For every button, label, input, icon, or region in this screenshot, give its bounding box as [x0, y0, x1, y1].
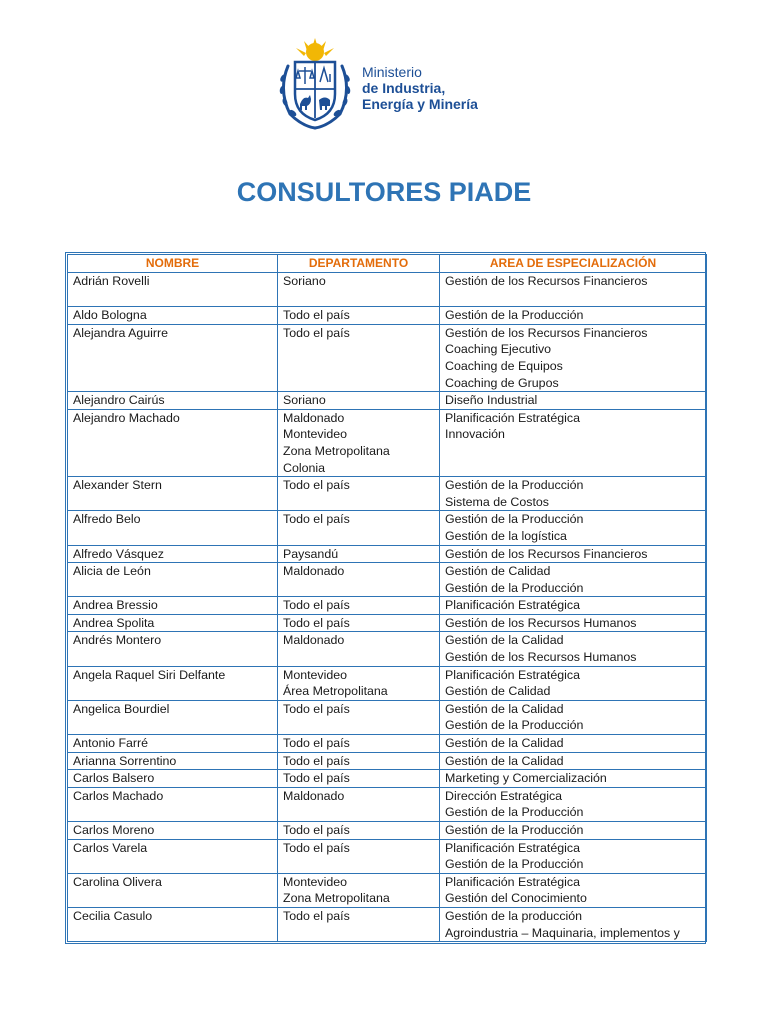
coat-of-arms-icon: [274, 38, 356, 130]
cell-area-line: Gestión de la Producción: [445, 805, 584, 820]
cell-name: Andrés Montero: [68, 632, 278, 666]
table-row: [68, 511, 707, 545]
cell-area: [440, 822, 707, 840]
cell-name: Angelica Bourdiel: [68, 700, 278, 734]
cell-department: [278, 614, 440, 632]
cell-department: [278, 597, 440, 615]
cell-area-line: Gestión de la Calidad: [445, 736, 564, 751]
cell-area-line: Marketing y Comercialización: [445, 771, 607, 786]
table-row: [68, 873, 707, 907]
cell-department-line: Maldonado: [283, 410, 345, 425]
cell-department: [278, 392, 440, 410]
cell-area-line: Gestión de la Calidad: [445, 753, 564, 768]
cell-name: Cecilia Casulo: [68, 907, 278, 941]
table-row: [68, 597, 707, 615]
cell-area: [440, 307, 707, 325]
table-row: [68, 545, 707, 563]
cell-department-line: Todo el país: [283, 615, 350, 630]
cell-area-line: Gestión de la Producción: [445, 823, 584, 837]
cell-area: [440, 477, 707, 511]
column-header-area: AREA DE ESPECIALIZACIÓN: [440, 255, 707, 273]
cell-name: Alicia de León: [68, 563, 278, 597]
table-row: [68, 907, 707, 941]
cell-area: [440, 563, 707, 597]
cell-area: [440, 273, 707, 307]
cell-area-line: Planificación Estratégica: [445, 667, 580, 682]
cell-department: [278, 839, 440, 873]
cell-department-line: Todo el país: [283, 823, 350, 837]
cell-name: Alfredo Belo: [68, 511, 278, 545]
cell-department-line: Todo el país: [283, 908, 350, 923]
cell-area: [440, 735, 707, 753]
cell-department: [278, 700, 440, 734]
cell-department-line: Todo el país: [283, 736, 350, 751]
cell-area: [440, 907, 707, 941]
cell-area: [440, 787, 707, 821]
cell-department: [278, 735, 440, 753]
cell-area: [440, 770, 707, 788]
cell-area: [440, 392, 707, 410]
cell-department: [278, 324, 440, 391]
cell-area: [440, 839, 707, 873]
cell-department-line: Maldonado: [283, 633, 345, 648]
cell-name: Alexander Stern: [68, 477, 278, 511]
cell-name: Alfredo Vásquez: [68, 545, 278, 563]
column-header-department: DEPARTAMENTO: [278, 255, 440, 273]
cell-name: Alejandro Machado: [68, 409, 278, 476]
cell-area: [440, 666, 707, 700]
cell-department-line: Maldonado: [283, 564, 345, 579]
cell-name: Alejandro Cairús: [68, 392, 278, 410]
cell-department-line: Todo el país: [283, 308, 350, 323]
table-row: [68, 392, 707, 410]
cell-department: [278, 545, 440, 563]
cell-area-line: Gestión de la producción: [445, 908, 583, 923]
table-row: [68, 324, 707, 391]
cell-department-line: Todo el país: [283, 325, 350, 340]
cell-area: [440, 752, 707, 770]
cell-name: Carlos Moreno: [68, 822, 278, 840]
cell-department: [278, 307, 440, 325]
cell-department: [278, 563, 440, 597]
cell-area-line: Gestión de Calidad: [445, 564, 551, 579]
cell-department-line: Todo el país: [283, 771, 350, 786]
cell-area-line: Gestión de la Producción: [445, 718, 584, 733]
cell-area-line: Gestión de la Producción: [445, 478, 584, 493]
cell-department: [278, 409, 440, 476]
cell-area-line: Agroindustria – Maquinaria, implementos y: [445, 925, 680, 940]
cell-area-line: Gestión de la Calidad: [445, 701, 564, 716]
cell-area-line: Gestión de la Calidad: [445, 633, 564, 648]
cell-department-line: Montevideo: [283, 667, 348, 682]
cell-department: [278, 477, 440, 511]
table-row: [68, 735, 707, 753]
table-row: [68, 752, 707, 770]
cell-area: [440, 873, 707, 907]
cell-department: [278, 666, 440, 700]
cell-area: [440, 409, 707, 476]
cell-area: [440, 324, 707, 391]
table-row: [68, 477, 707, 511]
cell-department-line: Maldonado: [283, 788, 345, 803]
cell-area-line: Coaching de Grupos: [445, 375, 559, 390]
cell-department-line: Todo el país: [283, 478, 350, 493]
cell-area-line: Gestión de los Recursos Humanos: [445, 615, 637, 630]
column-header-name: NOMBRE: [68, 255, 278, 273]
page-title: CONSULTORES PIADE: [236, 177, 532, 207]
ministry-header: [274, 38, 514, 134]
cell-area: [440, 597, 707, 615]
cell-name: Andrea Spolita: [68, 614, 278, 632]
cell-department-line: Todo el país: [283, 701, 350, 716]
cell-area: [440, 614, 707, 632]
table-body: [68, 273, 707, 942]
cell-area-line: Coaching de Equipos: [445, 358, 563, 373]
table-header-row: [68, 255, 707, 273]
cell-department: [278, 907, 440, 941]
consultants-table-frame: [65, 252, 706, 944]
cell-area-line: Gestión de la logística: [445, 528, 567, 543]
cell-area: [440, 545, 707, 563]
cell-area-line: Planificación Estratégica: [445, 874, 580, 889]
cell-area-line: Gestión del Conocimiento: [445, 891, 587, 906]
cell-department-line: Zona Metropolitana: [283, 891, 390, 906]
cell-area-line: Coaching Ejecutivo: [445, 342, 552, 357]
cell-department-line: Paysandú: [283, 546, 339, 561]
cell-area-line: Gestión de los Recursos Financieros: [445, 546, 648, 561]
ministry-name-line-3: Energía y Minería: [362, 96, 478, 112]
table-row: [68, 666, 707, 700]
consultants-table: [67, 254, 707, 942]
cell-name: Adrián Rovelli: [68, 273, 278, 307]
cell-department: [278, 822, 440, 840]
table-row: [68, 822, 707, 840]
ministry-name-line-1: Ministerio: [362, 64, 422, 80]
cell-area-line: Gestión de los Recursos Financieros: [445, 274, 648, 288]
ministry-name-line-2: de Industria,: [362, 80, 446, 96]
cell-department-line: Soriano: [283, 274, 326, 288]
cell-department-line: Zona Metropolitana: [283, 443, 390, 458]
cell-department-line: Todo el país: [283, 753, 350, 768]
cell-department: [278, 273, 440, 307]
cell-department-line: Soriano: [283, 393, 326, 408]
cell-area-line: Dirección Estratégica: [445, 788, 563, 803]
cell-area-line: Innovación: [445, 427, 505, 442]
cell-area-line: Sistema de Costos: [445, 494, 549, 509]
cell-area: [440, 511, 707, 545]
cell-area-line: Planificación Estratégica: [445, 840, 580, 855]
table-row: [68, 409, 707, 476]
cell-name: Carolina Olivera: [68, 873, 278, 907]
cell-department: [278, 873, 440, 907]
table-row: [68, 632, 707, 666]
table-row: [68, 307, 707, 325]
table-row: [68, 273, 707, 307]
cell-department-line: Todo el país: [283, 512, 350, 527]
cell-name: Alejandra Aguirre: [68, 324, 278, 391]
cell-name: Carlos Varela: [68, 839, 278, 873]
cell-department-line: Todo el país: [283, 598, 350, 613]
cell-department-line: Montevideo: [283, 874, 348, 889]
cell-area-line: Gestión de la Producción: [445, 857, 584, 872]
table-row: [68, 563, 707, 597]
table-row: [68, 839, 707, 873]
cell-department: [278, 752, 440, 770]
cell-department-line: Todo el país: [283, 840, 350, 855]
cell-area-line: Diseño Industrial: [445, 393, 538, 408]
cell-area: [440, 632, 707, 666]
cell-area-line: Gestión de la Producción: [445, 580, 584, 595]
cell-name: Angela Raquel Siri Delfante: [68, 666, 278, 700]
cell-area-line: Gestión de los Recursos Financieros: [445, 325, 648, 340]
cell-area-line: Gestión de los Recursos Humanos: [445, 650, 637, 665]
cell-department-line: Montevideo: [283, 427, 348, 442]
cell-department: [278, 770, 440, 788]
cell-department: [278, 787, 440, 821]
cell-area-line: Gestión de Calidad: [445, 684, 551, 699]
cell-department-line: Colonia: [283, 460, 326, 475]
table-row: [68, 787, 707, 821]
cell-name: Arianna Sorrentino: [68, 752, 278, 770]
table-row: [68, 700, 707, 734]
cell-name: Andrea Bressio: [68, 597, 278, 615]
cell-name: Carlos Machado: [68, 787, 278, 821]
cell-name: Aldo Bologna: [68, 307, 278, 325]
cell-area-line: Gestión de la Producción: [445, 308, 584, 323]
cell-name: Carlos Balsero: [68, 770, 278, 788]
cell-area-line: Gestión de la Producción: [445, 512, 584, 527]
cell-name: Antonio Farré: [68, 735, 278, 753]
table-row: [68, 770, 707, 788]
cell-area-line: Planificación Estratégica: [445, 598, 580, 613]
cell-department: [278, 632, 440, 666]
ministry-name: [362, 64, 522, 112]
table-row: [68, 614, 707, 632]
cell-area: [440, 700, 707, 734]
cell-department-line: Área Metropolitana: [283, 684, 388, 699]
cell-department: [278, 511, 440, 545]
cell-area-line: Planificación Estratégica: [445, 410, 580, 425]
